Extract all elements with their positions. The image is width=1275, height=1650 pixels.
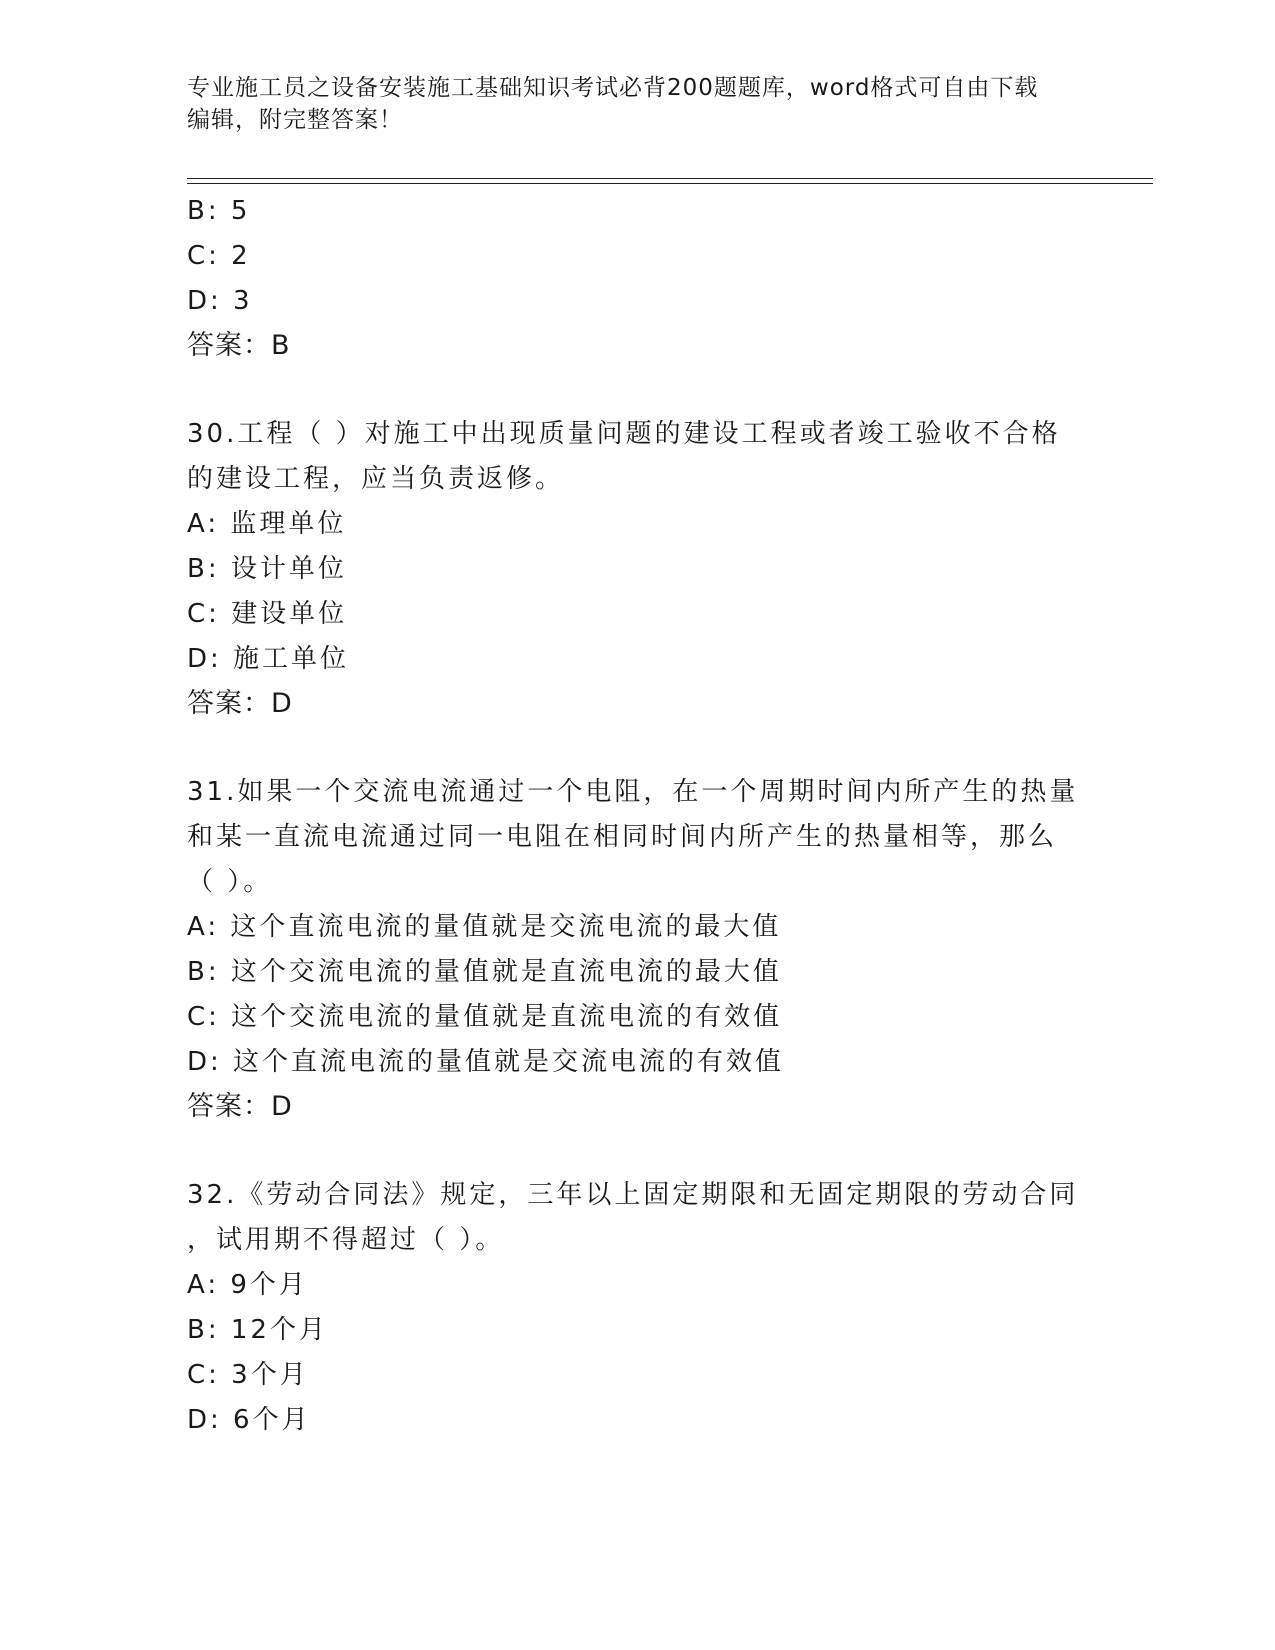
q31-stem-line-2: 和某一直流电流通过同一电阻在相同时间内所产生的热量相等，那么 [187, 822, 1058, 852]
q30-option-d: D: 施工单位 [187, 644, 350, 674]
q29-answer: 答案：B [187, 330, 291, 361]
document-header [187, 72, 1087, 136]
q30-answer: 答案：D [187, 688, 293, 719]
q31-stem-line-3: （ ）。 [187, 867, 273, 897]
header-line-2: 编辑，附完整答案！ [187, 107, 403, 133]
q29-option-c: C: 2 [187, 241, 251, 271]
q29-option-b: B: 5 [187, 196, 251, 226]
header-line-1: 专业施工员之设备安装施工基础知识考试必背200题题库，word格式可自由下载 [187, 75, 1039, 101]
q32-option-b: B: 12个月 [187, 1315, 328, 1345]
q32-stem-line-1: 32.《劳动合同法》规定，三年以上固定期限和无固定期限的劳动合同 [187, 1180, 1079, 1210]
q30-option-b: B: 设计单位 [187, 554, 347, 584]
q32-option-c: C: 3个月 [187, 1360, 309, 1390]
q31-option-d: D: 这个直流电流的量值就是交流电流的有效值 [187, 1047, 785, 1077]
q32-option-a: A: 9个月 [187, 1270, 308, 1300]
header-divider-top [187, 178, 1153, 179]
q30-stem-line-1: 30.工程（ ）对施工中出现质量问题的建设工程或者竣工验收不合格 [187, 419, 1061, 449]
q31-answer: 答案：D [187, 1091, 293, 1122]
q32-option-d: D: 6个月 [187, 1405, 311, 1435]
q30-option-c: C: 建设单位 [187, 599, 348, 629]
q31-option-b: B: 这个交流电流的量值就是直流电流的最大值 [187, 957, 782, 987]
q31-stem-line-1: 31.如果一个交流电流通过一个电阻，在一个周期时间内所产生的热量 [187, 777, 1079, 807]
q29-option-d: D: 3 [187, 286, 253, 316]
q32-stem-line-2: ，试用期不得超过（ ）。 [187, 1225, 505, 1255]
q31-option-a: A: 这个直流电流的量值就是交流电流的最大值 [187, 912, 782, 942]
q30-option-a: A: 监理单位 [187, 509, 347, 539]
q31-option-c: C: 这个交流电流的量值就是直流电流的有效值 [187, 1002, 783, 1032]
header-divider-bottom [187, 183, 1153, 184]
q30-stem-line-2: 的建设工程，应当负责返修。 [187, 464, 565, 494]
